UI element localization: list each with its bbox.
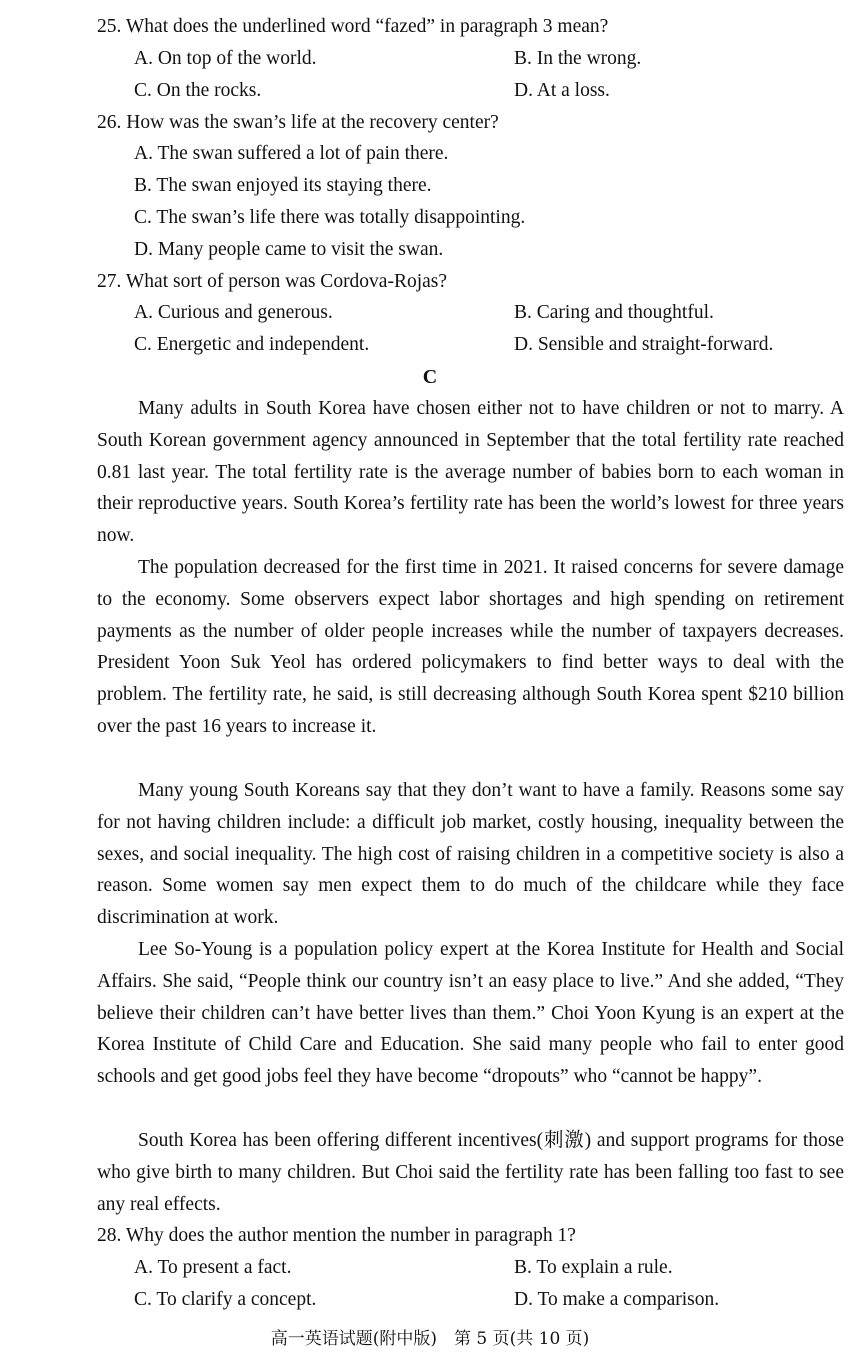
question-27-option-c: C. Energetic and independent. — [134, 334, 370, 355]
question-27-option-d: D. Sensible and straight-forward. — [514, 334, 774, 355]
question-25-option-b: B. In the wrong. — [514, 48, 642, 69]
page-footer: 高一英语试题(附中版) 第 5 页(共 10 页) — [270, 1329, 590, 1349]
question-25-option-a: A. On top of the world. — [134, 48, 317, 69]
question-28-stem: 28. Why does the author mention the number in paragraph 1? — [97, 1225, 576, 1246]
passage-paragraph-4: Lee So-Young is a population policy expert at the Korea Institute for Health and Social Affairs. She said, “People think our country isn’t an easy place to live.” And she added, “They believe their children can’t have better lives than them.” Choi Yoon Kyung is an expert at the Korea Institute of Child Care and Education. She said many people who fail to enter good schools and get good jobs feel they have become “dropouts” who “cannot be happy”. — [97, 939, 844, 1088]
passage-paragraph-2: The population decreased for the first time in 2021. It raised concerns for severe damage to the economy. Some observers expect labor shortages and high spending on retirement payments as the number of older people increases while the number of taxpayers decreases. President Yoon Suk Yeol has ordered policymakers to find better ways to deal with the problem. The fertility rate, he said, is still decreasing although South Korea spent $210 billion over the past 16 years to increase it. — [97, 557, 844, 737]
question-28-option-a: A. To present a fact. — [134, 1257, 292, 1278]
section-heading: C — [422, 366, 438, 388]
question-28-option-b: B. To explain a rule. — [514, 1257, 673, 1278]
question-25-option-d: D. At a loss. — [514, 80, 610, 101]
passage-paragraph-3: Many young South Koreans say that they don’t want to have a family. Reasons some say for not having children include: a difficult job market, costly housing, inequality between the sexes, and social inequality. The high cost of raising children in a competitive society is also a reason. Some women say men expect them to do much of the childcare while they face discrimination at work. — [97, 780, 844, 929]
question-28-option-c: C. To clarify a concept. — [134, 1289, 317, 1310]
question-26-option-c: C. The swan’s life there was totally disappointing. — [134, 207, 526, 228]
question-26-option-b: B. The swan enjoyed its staying there. — [134, 175, 432, 196]
passage-paragraph-5: South Korea has been offering different incentives(刺激) and support programs for those who give birth to many children. But Choi said the fertility rate has been falling too fast to see any real effects. — [97, 1130, 844, 1215]
question-25-stem: 25. What does the underlined word “fazed” in paragraph 3 mean? — [97, 16, 609, 37]
question-27-stem: 27. What sort of person was Cordova-Rojas? — [97, 271, 448, 292]
question-26-option-d: D. Many people came to visit the swan. — [134, 239, 444, 260]
question-27-option-a: A. Curious and generous. — [134, 302, 333, 323]
question-28-option-d: D. To make a comparison. — [514, 1289, 720, 1310]
question-26-option-a: A. The swan suffered a lot of pain there. — [134, 143, 449, 164]
question-25-option-c: C. On the rocks. — [134, 80, 262, 101]
passage-paragraph-1: Many adults in South Korea have chosen either not to have children or not to marry. A South Korean government agency announced in September that the total fertility rate reached 0.81 last year. The total fertility rate is the average number of babies born to each woman in their reproductive years. South Korea’s fertility rate has been the world’s lowest for three years now. — [97, 398, 844, 547]
question-26-stem: 26. How was the swan’s life at the recovery center? — [97, 112, 499, 133]
question-27-option-b: B. Caring and thoughtful. — [514, 302, 714, 323]
